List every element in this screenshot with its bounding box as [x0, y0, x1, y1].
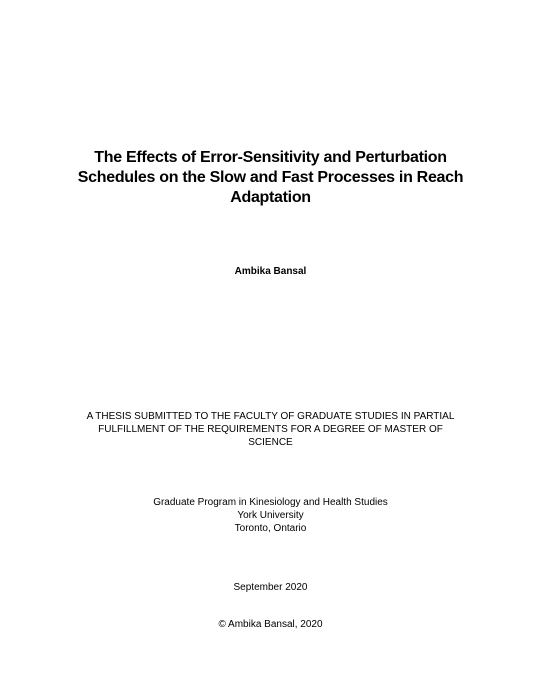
program-name: Graduate Program in Kinesiology and Health Studies [153, 497, 388, 508]
degree-statement-line-3: SCIENCE [248, 437, 293, 448]
university-name: York University [237, 510, 304, 521]
degree-statement-line-2: FULFILLMENT OF THE REQUIREMENTS FOR A DEGREE OF MASTER OF [98, 424, 443, 435]
thesis-title-line-3: Adaptation [230, 189, 311, 206]
thesis-title-line-1: The Effects of Error-Sensitivity and Perturbation [94, 149, 447, 166]
location: Toronto, Ontario [234, 523, 307, 534]
degree-statement-line-1: A THESIS SUBMITTED TO THE FACULTY OF GRADUATE STUDIES IN PARTIAL [86, 411, 455, 422]
author-name: Ambika Bansal [234, 266, 307, 277]
degree-statement [40, 410, 501, 449]
copyright-notice: © Ambika Bansal, 2020 [218, 619, 323, 630]
submission-date: September 2020 [233, 582, 308, 593]
program-affiliation [40, 496, 501, 535]
thesis-title-line-2: Schedules on the Slow and Fast Processes in Reach [77, 169, 464, 186]
thesis-title [40, 148, 501, 208]
